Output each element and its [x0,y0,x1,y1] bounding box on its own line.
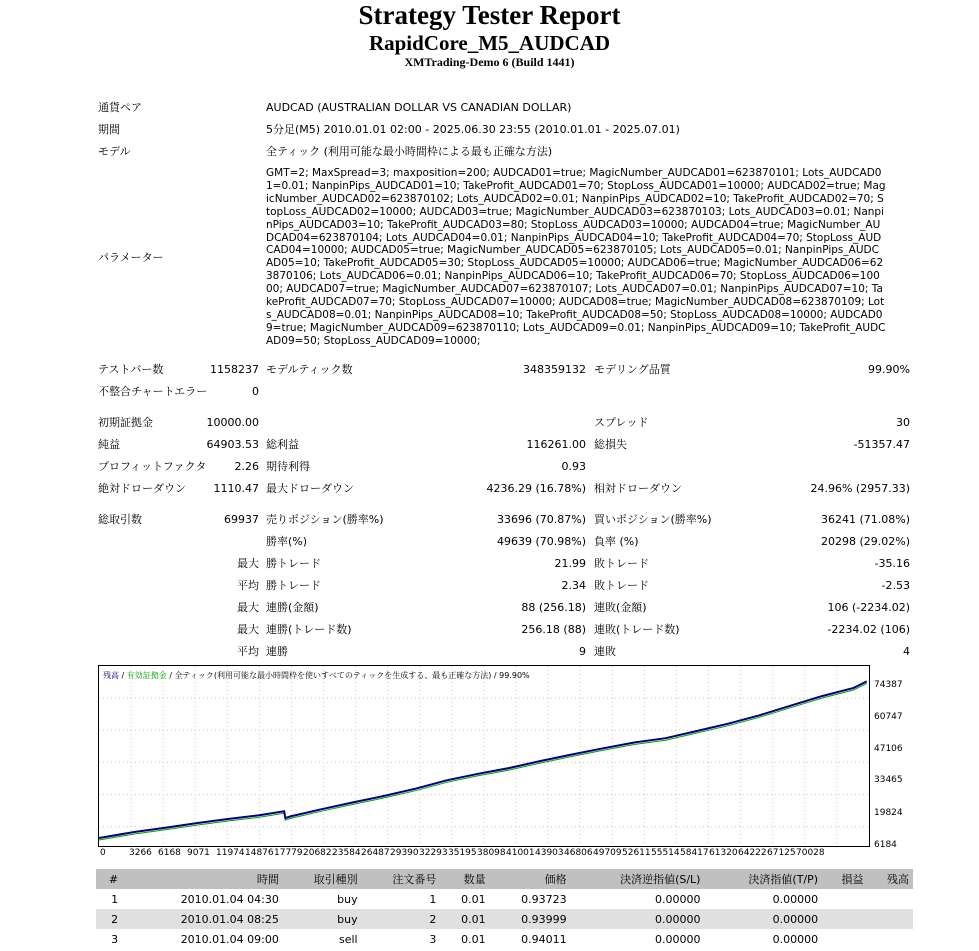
avg-cons-win-label: 連勝 [266,645,288,658]
equity-line [99,683,867,840]
params-value: GMT=2; MaxSpread=3; maxposition=200; AUDCAD01=true; MagicNumber_AUDCAD01=623870101; Lots_AUDCAD01=0.01; NanpinPips_AUDCAD01=10; TakeProfit_AUDCAD01=70; StopLoss_AUDCAD01=10000; AUDCAD02=true; MagicNumber_AUDCAD02=623870102; Lots_AUDCAD02=0.01; NanpinPips_AUDCAD02=10; TakeProfit_AUDCAD02=70; StopLoss_AUDCAD02=10000; AUDCAD03=true; MagicNumber_AUDCAD03=623870103; Lots_AUDCAD03=0.01; NanpinPips_AUDCAD03=10; TakeProfit_AUDCAD03=80; StopLoss_AUDCAD03=10000; AUDCAD04=true; MagicNumber_AUDCAD04=623870104; Lots_AUDCAD04=0.01; NanpinPips_AUDCAD04=10; TakeProfit_AUDCAD04=70; StopLoss_AUDCAD04=10000; AUDCAD05=true; MagicNumber_AUDCAD05=623870105; Lots_AUDCAD05=0.01; NanpinPips_AUDCAD05=10; TakeProfit_AUDCAD05=30; StopLoss_AUDCAD05=10000; AUDCAD06=true; MagicNumber_AUDCAD06=623870106; Lots_AUDCAD06=0.01; NanpinPips_AUDCAD06=10; TakeProfit_AUDCAD06=70; StopLoss_AUDCAD06=10000; AUDCAD07=true; MagicNumber_AUDCAD07=623870107; Lots_AUDCAD07=0.01; NanpinPips_AUDCAD07=10; TakeProfit_AUDCAD07=70; StopLoss_AUDCAD07=10000; AUDCAD08=true; MagicNumber_AUDCAD08=623870109; Lots_AUDCAD08=0.01; NanpinPips_AUDCAD08=10; TakeProfit_AUDCAD08=50; StopLoss_AUDCAD08=10000; AUDCAD09=true; MagicNumber_AUDCAD09=623870110; Lots_AUDCAD09=0.01; NanpinPips_AUDCAD09=10; TakeProfit_AUDCAD09=50; StopLoss_AUDCAD09=10000; [266,167,886,347]
cons-win-money-value: 88 (256.18) [521,601,586,614]
deals-col-header: 時間 [122,869,283,889]
largest-win-label: 勝トレード [266,557,321,570]
quality-label: モデリング品質 [594,363,671,376]
avg-win-label: 勝トレード [266,579,321,592]
model-label: モデル [98,145,131,158]
cons-win-count-label: 連勝(トレード数) [266,623,352,636]
table-cell: 1 [429,892,437,906]
period-label: 期間 [98,123,120,136]
deals-col-header: 決済指値(T/P) [704,869,822,889]
x-tick-label: 55514 [651,848,680,858]
deals-header-row [96,869,913,889]
legend-quality: / 99.90% [491,671,530,680]
bars-label: テストバー数 [98,363,164,376]
balance-line [99,681,867,838]
x-tick-label: 23584 [332,848,361,858]
table-cell: 1 [111,892,119,906]
loss-rate-value: 20298 (29.02%) [820,535,910,548]
expected-label: 期待利得 [266,460,310,473]
pair-value: AUDCAD (AUSTRALIAN DOLLAR VS CANADIAN DOLLAR) [266,101,572,114]
table-cell: 0.01 [440,909,489,929]
y-tick-label: 47106 [874,744,903,754]
table-cell: 0.00000 [654,932,701,946]
deals-col-header: 決済逆指値(S/L) [571,869,705,889]
x-tick-label: 58417 [680,848,709,858]
table-cell: 3 [429,932,437,946]
deals-col-header: 注文番号 [362,869,441,889]
y-tick-label: 74387 [874,680,903,690]
deposit-label: 初期証拠金 [98,416,153,429]
rel-dd-value: 24.96% (2957.33) [810,482,910,495]
table-cell: 0.01 [461,892,486,906]
balance-chart [98,665,870,847]
cons-loss-count-label: 連敗(トレード数) [594,623,680,636]
deals-col-header: 価格 [490,869,571,889]
deals-col-header: 損益 [822,869,867,889]
x-tick-label: 35195 [448,848,477,858]
avg-cons-loss-value: 4 [903,645,910,658]
avg-prefix-1: 平均 [237,579,259,592]
x-tick-label: 49709 [593,848,622,858]
x-tick-label: 14876 [245,848,274,858]
table-cell: 2 [96,909,122,929]
short-label: 売りポジション(勝率%) [266,513,384,526]
table-cell: 0.00000 [571,909,705,929]
deals-body [96,889,913,949]
gross-profit-label: 総利益 [266,438,299,451]
x-tick-label: 70028 [796,848,825,858]
table-cell [822,929,867,949]
pf-value: 2.26 [234,460,259,473]
cons-win-count-value: 256.18 (88) [521,623,586,636]
x-tick-label: 29390 [390,848,419,858]
max-prefix-1: 最大 [237,557,259,570]
table-cell: 2 [362,909,441,929]
avg-loss-label: 敗トレード [594,579,649,592]
table-cell: 3 [111,932,119,946]
trades-value: 69937 [224,513,259,526]
chart-legend [103,670,530,681]
x-tick-label: 26487 [361,848,390,858]
legend-model: 全ティック(利用可能な最小時間枠を使いすべてのティックを生成する、最も正確な方法) [174,671,492,680]
deals-col-header: # [96,869,122,889]
x-tick-label: 41001 [506,848,535,858]
table-cell: 0.00000 [654,892,701,906]
x-tick-label: 9071 [187,848,210,858]
table-cell: 0.93999 [490,909,571,929]
server-build: XMTrading-Demo 6 (Build 1441) [404,55,575,69]
expected-value: 0.93 [561,460,586,473]
y-tick-label: 19824 [874,808,903,818]
gross-profit-value: 116261.00 [526,438,586,451]
table-row [96,889,913,909]
rel-dd-label: 相対ドローダウン [594,482,682,495]
table-cell [868,889,914,909]
table-cell: 2010.01.04 09:00 [180,932,279,946]
table-cell: buy [337,892,358,906]
y-tick-label: 33465 [874,775,903,785]
mismatch-value: 0 [252,385,259,398]
x-tick-label: 6168 [158,848,181,858]
long-label: 買いポジション(勝率%) [594,513,712,526]
pf-label: プロフィットファクタ [98,460,207,473]
deals-col-header: 残高 [868,869,914,889]
period-value: 5分足(M5) 2010.01.01 02:00 - 2025.06.30 23:55 (2010.01.01 - 2025.07.01) [266,123,680,136]
abs-dd-value: 1110.47 [213,482,259,495]
x-tick-label: 46806 [564,848,593,858]
quality-value: 99.90% [868,363,910,376]
y-tick-label: 6184 [874,840,897,850]
x-tick-label: 52611 [622,848,651,858]
bars-value: 1158237 [210,363,259,376]
x-tick-label: 43903 [535,848,564,858]
legend-sep-2: / [166,671,175,680]
y-tick-label: 60747 [874,712,903,722]
win-rate-label: 勝率(%) [266,535,308,548]
table-cell: 0.00000 [772,892,819,906]
largest-win-value: 21.99 [554,557,586,570]
legend-equity: 有効証拠金 [126,671,167,680]
gross-loss-value: -51357.47 [853,438,910,451]
loss-rate-label: 負率 (%) [594,535,639,548]
abs-dd-label: 絶対ドローダウン [98,482,186,495]
table-cell [822,909,867,929]
mismatch-label: 不整合チャートエラー [98,385,208,398]
table-cell [822,889,867,909]
table-cell: 0.94011 [521,932,567,946]
avg-cons-loss-label: 連敗 [594,645,616,658]
trades-label: 総取引数 [98,513,142,526]
balance-chart-svg [99,666,869,846]
gross-loss-label: 総損失 [594,438,627,451]
table-cell: 0.00000 [704,909,822,929]
avg-loss-value: -2.53 [881,579,910,592]
table-cell: buy [283,909,362,929]
x-tick-label: 3266 [129,848,152,858]
avg-win-value: 2.34 [561,579,586,592]
net-value: 64903.53 [206,438,259,451]
table-cell: sell [339,932,358,946]
table-cell: 0.00000 [772,932,819,946]
max-prefix-3: 最大 [237,623,259,636]
table-cell: 2010.01.04 08:25 [122,909,283,929]
avg-cons-win-value: 9 [579,645,586,658]
cons-loss-count-value: -2234.02 (106) [827,623,910,636]
cons-win-money-label: 連勝(金額) [266,601,319,614]
win-rate-value: 49639 (70.98%) [496,535,586,548]
model-value: 全ティック (利用可能な最小時間枠による最も正確な方法) [266,145,553,158]
deposit-value: 10000.00 [206,416,259,429]
net-label: 純益 [98,438,120,451]
max-prefix-2: 最大 [237,601,259,614]
long-value: 36241 (71.08%) [820,513,910,526]
ea-name: RapidCore_M5_AUDCAD [368,31,611,55]
largest-loss-label: 敗トレード [594,557,649,570]
x-tick-label: 17779 [274,848,303,858]
x-tick-label: 32293 [419,848,448,858]
deals-col-header: 取引種別 [283,869,362,889]
pair-label: 通貨ペア [98,101,142,114]
avg-prefix-2: 平均 [237,645,259,658]
x-tick-label: 38098 [477,848,506,858]
table-row [96,909,913,929]
short-value: 33696 (70.87%) [496,513,586,526]
table-cell [868,929,914,949]
spread-value: 30 [896,416,910,429]
report-title: Strategy Tester Report [358,0,621,30]
largest-loss-value: -35.16 [874,557,910,570]
x-tick-label: 64222 [738,848,767,858]
table-cell: 2010.01.04 04:30 [180,892,279,906]
x-tick-label: 61320 [709,848,738,858]
deals-col-header: 数量 [440,869,489,889]
x-tick-label: 67125 [767,848,796,858]
table-row [96,929,913,949]
x-tick-label: 11974 [216,848,245,858]
table-cell: 0.93723 [521,892,567,906]
table-cell [868,909,914,929]
legend-sep-1: / [119,671,127,680]
x-tick-label: 0 [100,848,106,858]
spread-label: スプレッド [594,416,649,429]
legend-balance: 残高 [103,671,119,680]
ticks-value: 348359132 [523,363,586,376]
table-cell: 0.01 [461,932,486,946]
ticks-label: モデルティック数 [266,363,353,376]
cons-loss-money-label: 連敗(金額) [594,601,647,614]
x-tick-label: 20682 [303,848,332,858]
deals-table [96,869,913,949]
params-label: パラメーター [98,251,164,264]
cons-loss-money-value: 106 (-2234.02) [827,601,910,614]
max-dd-value: 4236.29 (16.78%) [486,482,586,495]
max-dd-label: 最大ドローダウン [266,482,354,495]
